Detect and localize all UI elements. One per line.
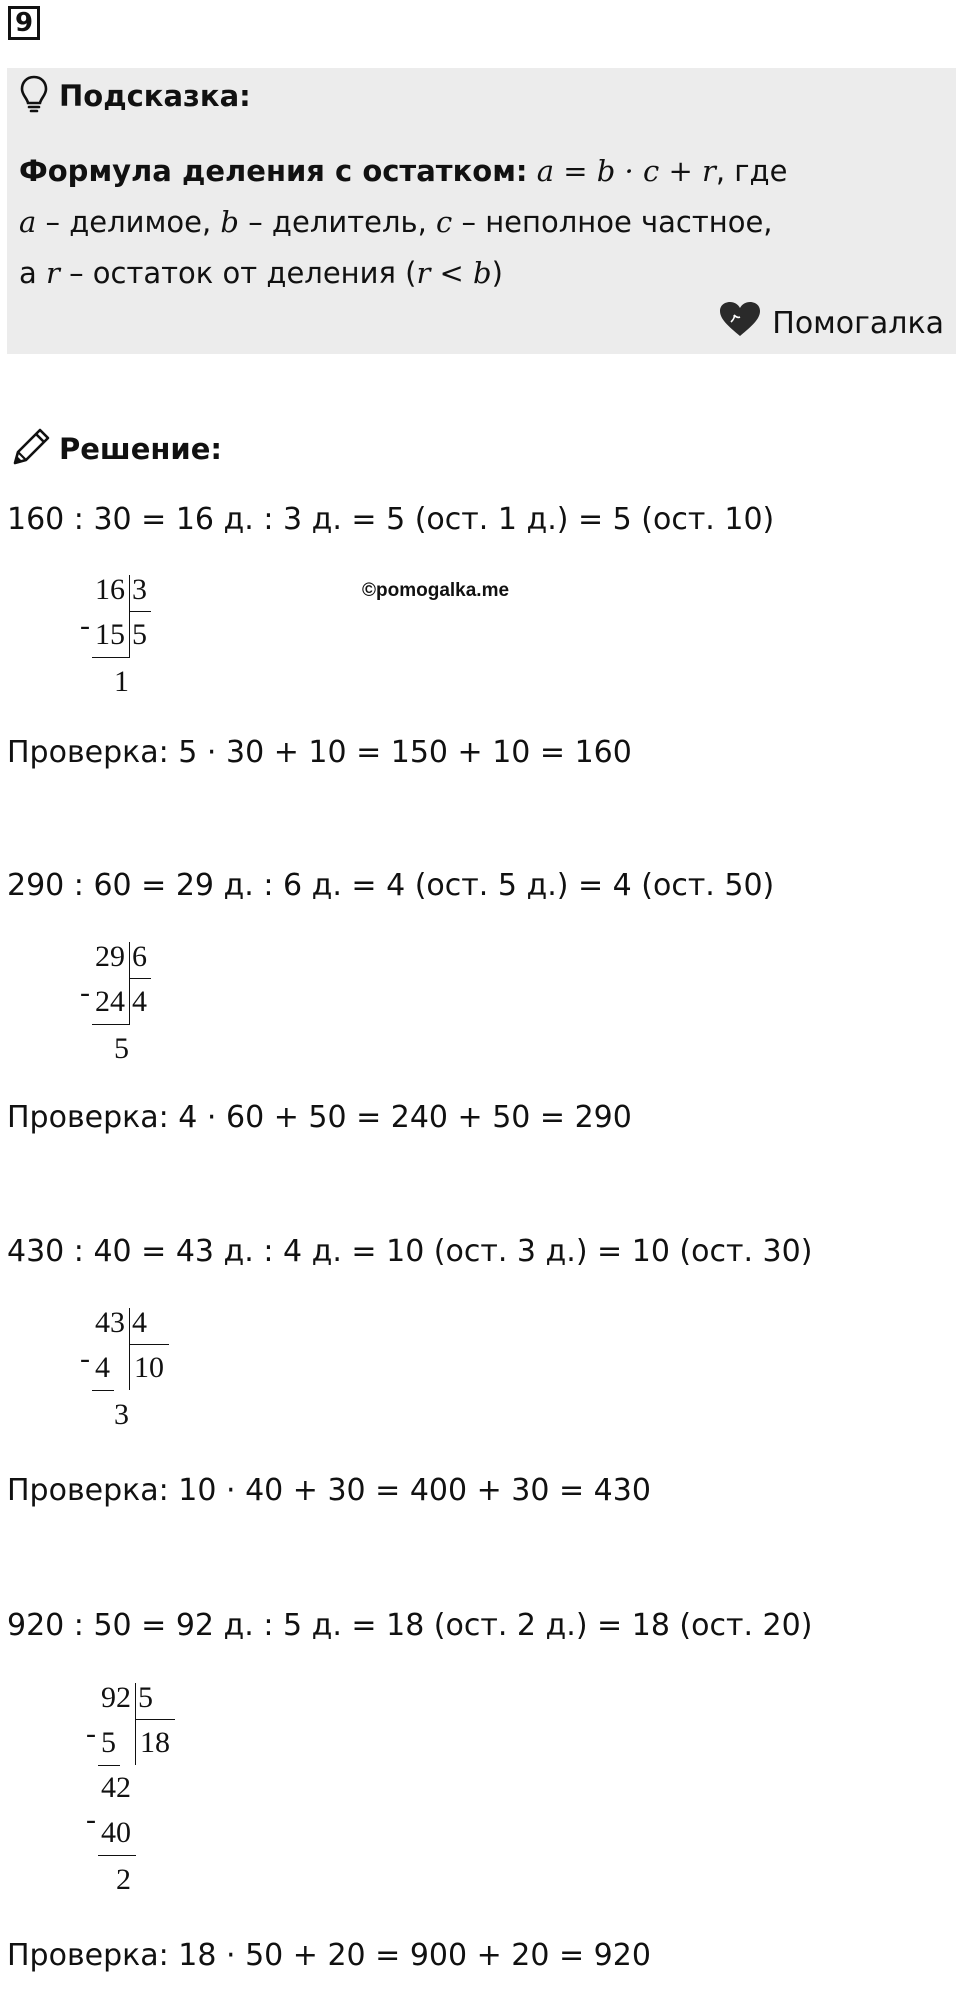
quotient: 4 — [132, 985, 147, 1018]
equation-3: 430 : 40 = 43 д. : 4 д. = 10 (ост. 3 д.) = 10 (ост. 30) — [7, 1234, 813, 1269]
minus-sign: - — [80, 609, 90, 642]
quotient: 10 — [134, 1351, 164, 1384]
def-r: – остаток от деления ( — [59, 256, 417, 290]
minus-sign: - — [80, 1342, 90, 1375]
minus-sign-2: - — [86, 1803, 96, 1836]
hint-line-1 — [19, 146, 787, 197]
hint-title: Подсказка: — [59, 79, 251, 113]
check-3: Проверка: 10 · 40 + 30 = 400 + 30 = 430 — [7, 1473, 651, 1508]
divider-line — [129, 942, 130, 1024]
check-4: Проверка: 18 · 50 + 20 = 900 + 20 = 920 — [7, 1938, 651, 1973]
divisor: 3 — [132, 573, 147, 606]
minus-sign: - — [80, 976, 90, 1009]
var-r: r — [46, 256, 60, 290]
pencil-icon — [9, 425, 53, 473]
hint-line-3 — [19, 248, 787, 299]
divisor: 5 — [138, 1681, 153, 1714]
var-b: b — [220, 205, 239, 239]
task-number: 9 — [8, 6, 40, 40]
divider-line — [129, 575, 130, 657]
remainder: 3 — [114, 1398, 129, 1431]
subtract-line — [92, 1024, 130, 1025]
condition: r < b — [416, 256, 492, 290]
quotient-line — [129, 978, 151, 979]
quotient: 5 — [132, 618, 147, 651]
remainder: 1 — [114, 665, 129, 698]
dividend: 92 — [101, 1681, 131, 1714]
subtract-line — [92, 1390, 114, 1391]
quotient-line — [135, 1719, 175, 1720]
hint-box — [7, 68, 956, 354]
formula: a = b · c + r — [536, 154, 716, 188]
divisor: 6 — [132, 940, 147, 973]
equation-1: 160 : 30 = 16 д. : 3 д. = 5 (ост. 1 д.) = 5 (ост. 10) — [7, 502, 775, 537]
solution-header — [9, 425, 222, 473]
subtract-line-1 — [98, 1765, 120, 1766]
divider-line — [129, 1308, 130, 1390]
line3-suffix: ) — [491, 256, 503, 290]
brand — [718, 300, 944, 346]
var-c: c — [436, 205, 453, 239]
brand-name: Помогалка — [772, 305, 944, 341]
lightbulb-icon — [19, 74, 49, 118]
formula-tail: , где — [715, 154, 788, 188]
watermark: ©pomogalka.me — [362, 580, 510, 601]
dividend: 43 — [95, 1306, 125, 1339]
check-2: Проверка: 4 · 60 + 50 = 240 + 50 = 290 — [7, 1100, 632, 1135]
hint-header — [19, 74, 251, 118]
divisor: 4 — [132, 1306, 147, 1339]
line3-prefix: а — [19, 256, 46, 290]
quotient-line — [129, 611, 151, 612]
check-1: Проверка: 5 · 30 + 10 = 150 + 10 = 160 — [7, 735, 632, 770]
solution-title: Решение: — [59, 432, 223, 466]
minus-sign-1: - — [86, 1717, 96, 1750]
remainder: 2 — [116, 1863, 131, 1896]
quotient: 18 — [140, 1726, 170, 1759]
quotient-line — [129, 1344, 169, 1345]
var-a: a — [19, 205, 37, 239]
heart-icon — [718, 300, 762, 346]
remainder: 5 — [114, 1032, 129, 1065]
hint-text — [19, 146, 787, 299]
dividend: 29 — [95, 940, 125, 973]
subtract-line-2 — [98, 1855, 136, 1856]
equation-4: 920 : 50 = 92 д. : 5 д. = 18 (ост. 2 д.) = 18 (ост. 20) — [7, 1608, 813, 1643]
subtrahend: 15 — [95, 618, 125, 651]
hint-line-2 — [19, 197, 787, 248]
formula-label: Формула деления с остатком: — [19, 154, 528, 188]
subtrahend: 4 — [95, 1351, 110, 1384]
def-c: – неполное частное, — [452, 205, 773, 239]
equation-2: 290 : 60 = 29 д. : 6 д. = 4 (ост. 5 д.) = 4 (ост. 50) — [7, 868, 775, 903]
def-a: – делимое, — [36, 205, 221, 239]
partial-dividend: 42 — [101, 1771, 131, 1804]
def-b: – делитель, — [239, 205, 437, 239]
subtrahend-2: 40 — [101, 1816, 131, 1849]
divider-line — [135, 1683, 136, 1765]
dividend: 16 — [95, 573, 125, 606]
subtrahend-1: 5 — [101, 1726, 116, 1759]
subtract-line — [92, 657, 130, 658]
subtrahend: 24 — [95, 985, 125, 1018]
